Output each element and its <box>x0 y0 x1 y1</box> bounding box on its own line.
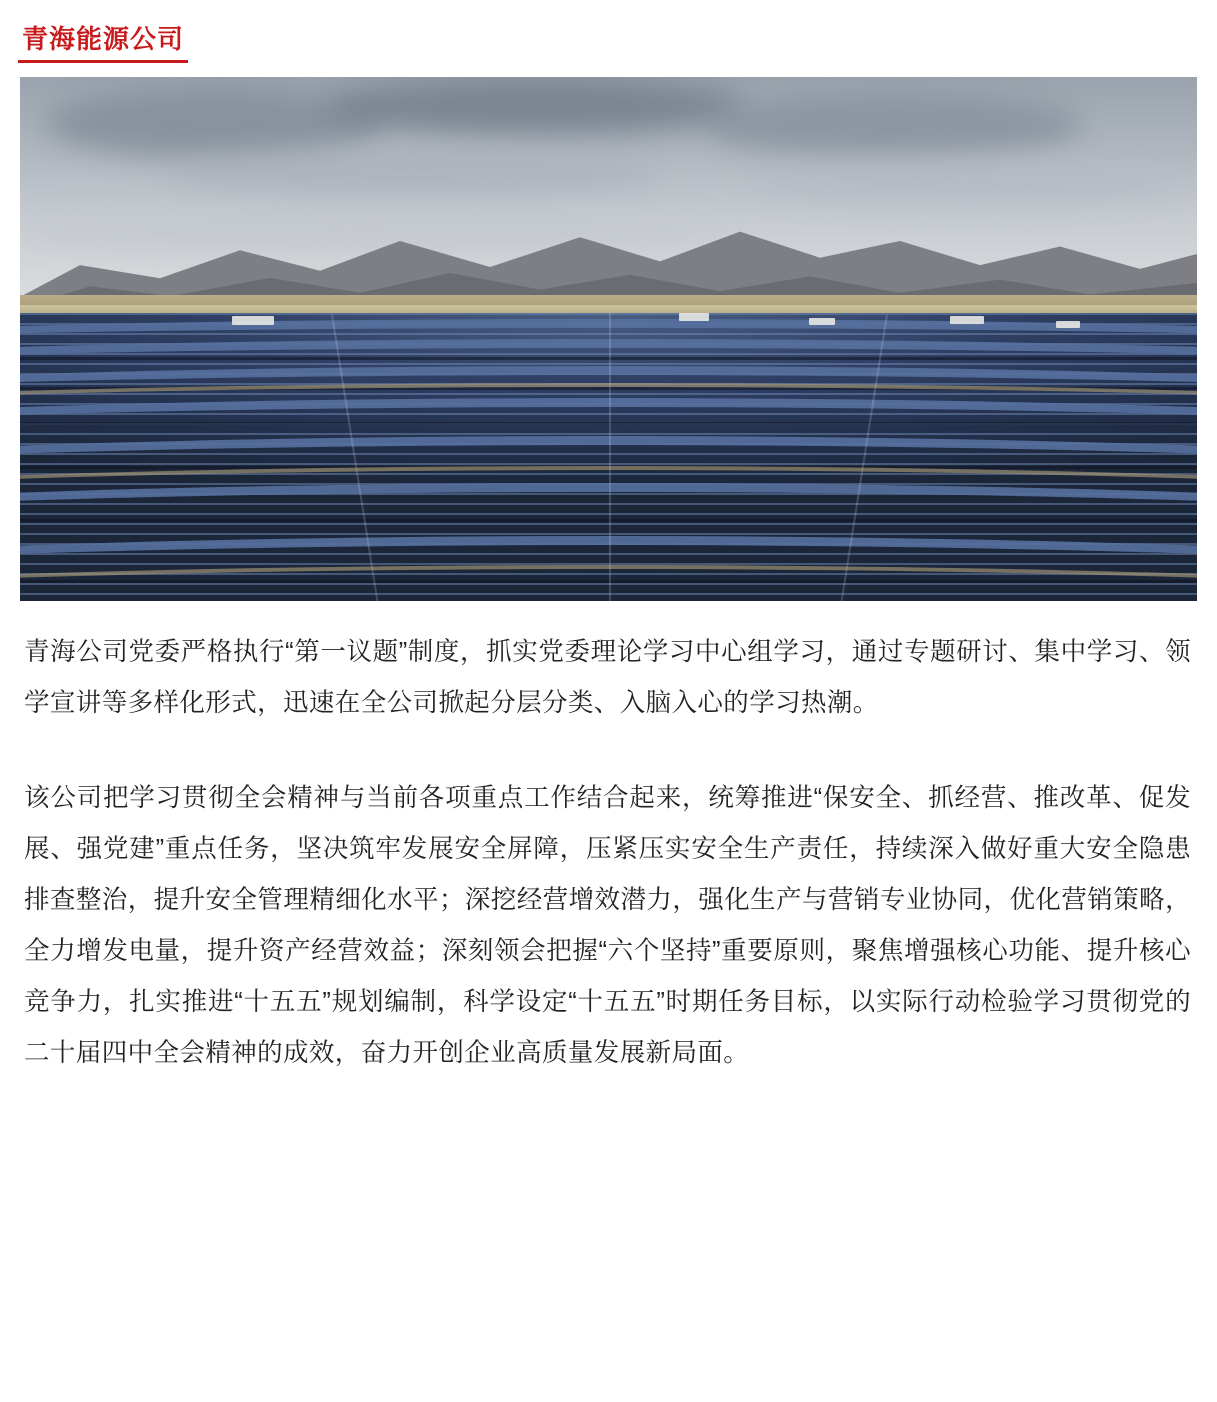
paragraph: 青海公司党委严格执行“第一议题”制度，抓实党委理论学习中心组学习，通过专题研讨、集中学习、领学宣讲等多样化形式，迅速在全公司掀起分层分类、入脑入心的学习热潮。 <box>24 638 1191 718</box>
article-body <box>20 601 1197 1079</box>
solar-farm-photo <box>20 77 1197 601</box>
site-building <box>1056 321 1080 328</box>
cloud-shape <box>703 93 1083 157</box>
cloud-shape <box>161 151 661 195</box>
photo-canvas <box>20 77 1197 601</box>
site-building <box>679 313 709 321</box>
cloud-shape <box>750 161 1170 201</box>
section-heading-container <box>0 0 1217 77</box>
cloud-shape <box>326 77 746 135</box>
solar-panel-field <box>20 313 1197 601</box>
page-title: 青海能源公司 <box>18 24 188 63</box>
site-building <box>950 316 984 324</box>
service-road <box>609 313 611 601</box>
site-building <box>809 318 835 325</box>
site-building <box>232 316 274 325</box>
paragraph: 该公司把学习贯彻全会精神与当前各项重点工作结合起来，统筹推进“保安全、抓经营、推改革、促发展、强党建”重点任务，坚决筑牢发展安全屏障，压紧压实安全生产责任，持续深入做好重大安全隐患排查整治，提升安全管理精细化水平；深挖经营增效潜力，强化生产与营销专业协同，优化营销策略，全力增发电量，提升资产经营效益；深刻领会把握“六个坚持”重要原则，聚焦增强核心功能、提升核心竞争力，扎实推进“十五五”规划编制，科学设定“十五五”时期任务目标，以实际行动检验学习贯彻党的二十届四中全会精神的成效，奋力开创企业高质量发展新局面。 <box>24 784 1191 1068</box>
